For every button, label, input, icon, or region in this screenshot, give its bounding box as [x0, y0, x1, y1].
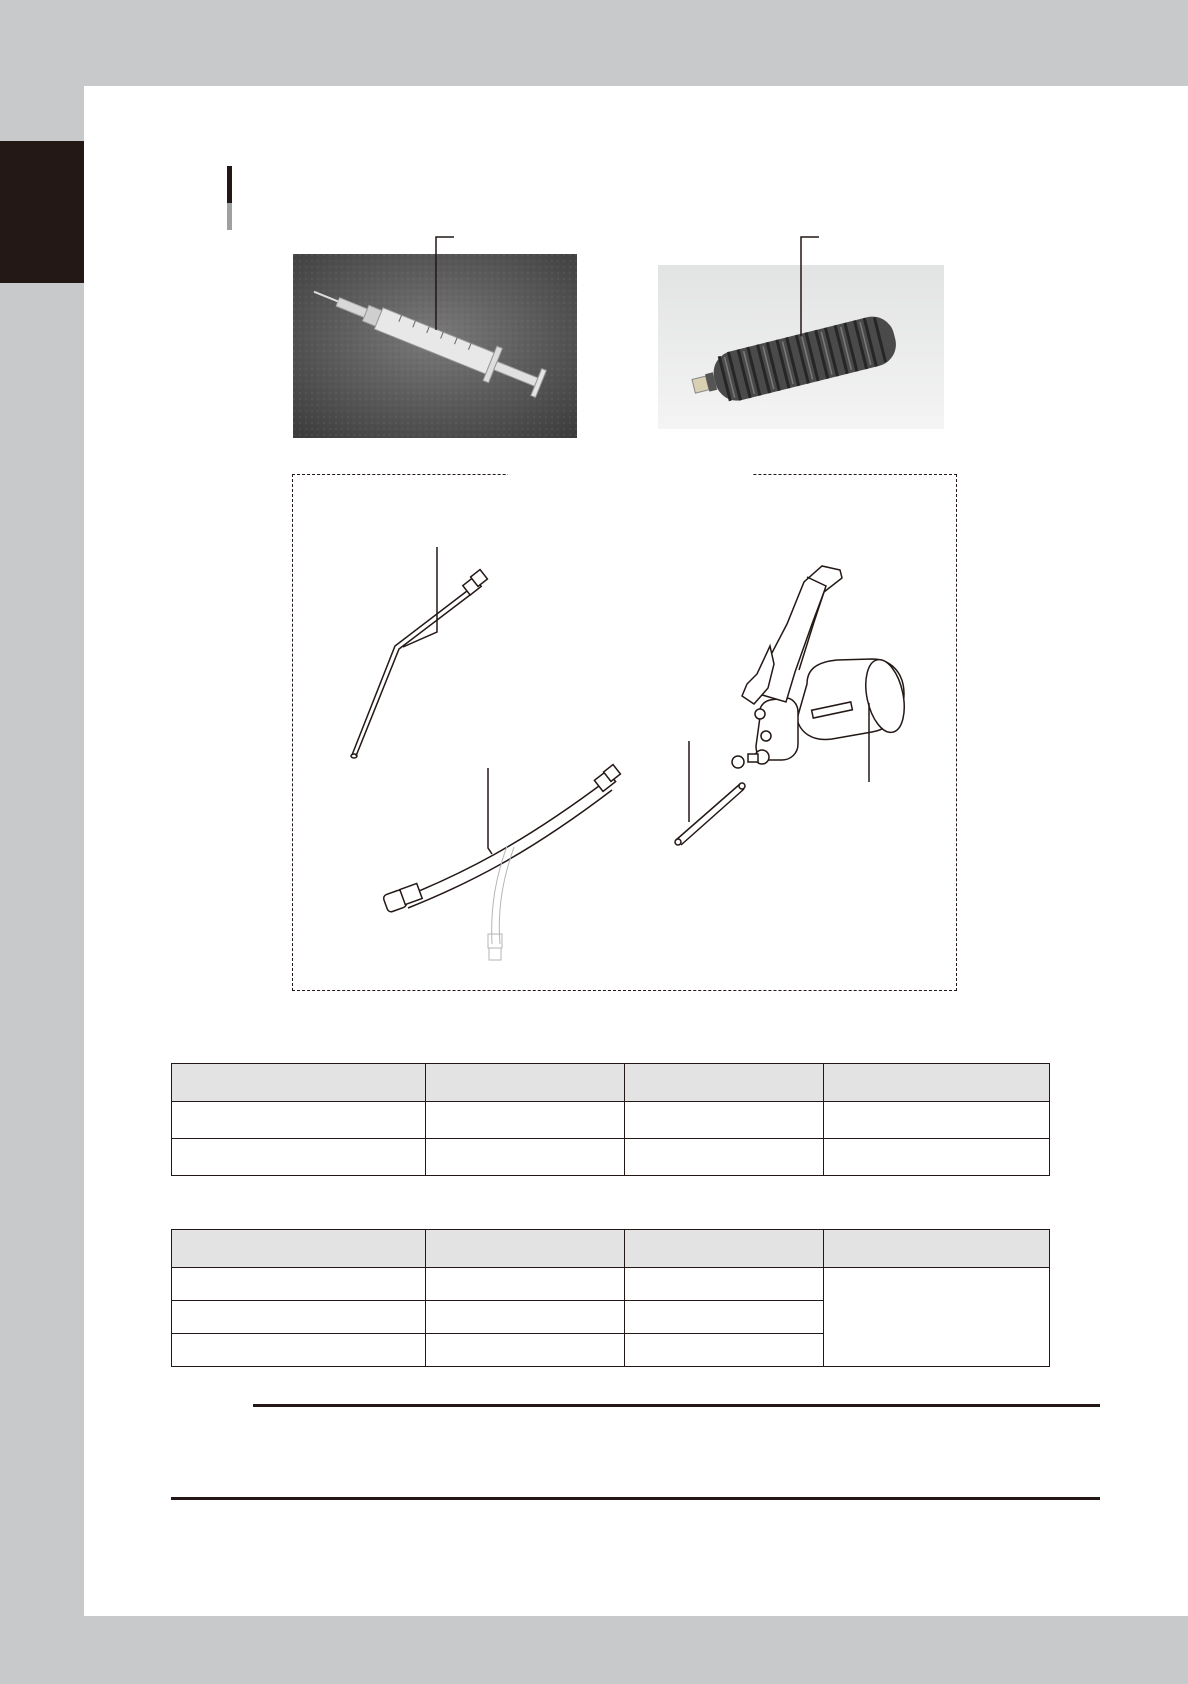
table-header-cell	[172, 1064, 426, 1102]
rod-drawing	[675, 783, 745, 845]
table-header-cell	[172, 1230, 426, 1268]
table-header-row	[172, 1230, 1050, 1268]
hose-leader-line	[488, 768, 492, 854]
spec-table-1	[171, 1063, 1050, 1176]
tool-drawings	[292, 474, 957, 991]
pipe-leader-line	[403, 547, 437, 647]
chapter-side-tab	[0, 141, 84, 283]
grease-gun-drawing	[732, 566, 910, 768]
table-cell	[172, 1334, 426, 1367]
table-cell	[625, 1268, 824, 1301]
table-cell	[426, 1301, 625, 1334]
note-top-rule	[253, 1404, 1100, 1407]
heading-marker	[227, 166, 232, 203]
table-row	[172, 1139, 1050, 1176]
table-cell	[625, 1102, 824, 1139]
table-row	[172, 1102, 1050, 1139]
hose-alt-position	[488, 846, 514, 960]
table-cell	[426, 1268, 625, 1301]
table-cell	[824, 1102, 1050, 1139]
spec-table-2	[171, 1229, 1050, 1367]
table-header-cell	[824, 1064, 1050, 1102]
table-cell	[172, 1139, 426, 1176]
heading-marker-gray	[227, 203, 232, 230]
table-cell	[625, 1139, 824, 1176]
flexible-hose-drawing	[383, 765, 621, 913]
table-header-cell	[625, 1064, 824, 1102]
table-merged-cell	[824, 1268, 1050, 1367]
table-header-cell	[426, 1230, 625, 1268]
table-cell	[426, 1139, 625, 1176]
note-bottom-rule	[171, 1497, 1100, 1500]
table-header-cell	[625, 1230, 824, 1268]
table-header-cell	[426, 1064, 625, 1102]
table-cell	[426, 1334, 625, 1367]
table-cell	[172, 1268, 426, 1301]
table-header-cell	[824, 1230, 1050, 1268]
table-cell	[172, 1102, 426, 1139]
grease-tube-leader-line	[800, 236, 820, 346]
syringe-leader-line	[435, 236, 455, 346]
table-cell	[824, 1139, 1050, 1176]
table-cell	[625, 1301, 824, 1334]
table-cell	[426, 1102, 625, 1139]
table-header-row	[172, 1064, 1050, 1102]
table-row	[172, 1268, 1050, 1301]
table-cell	[172, 1301, 426, 1334]
nozzle-pipe-drawing	[351, 570, 487, 758]
table-cell	[625, 1334, 824, 1367]
